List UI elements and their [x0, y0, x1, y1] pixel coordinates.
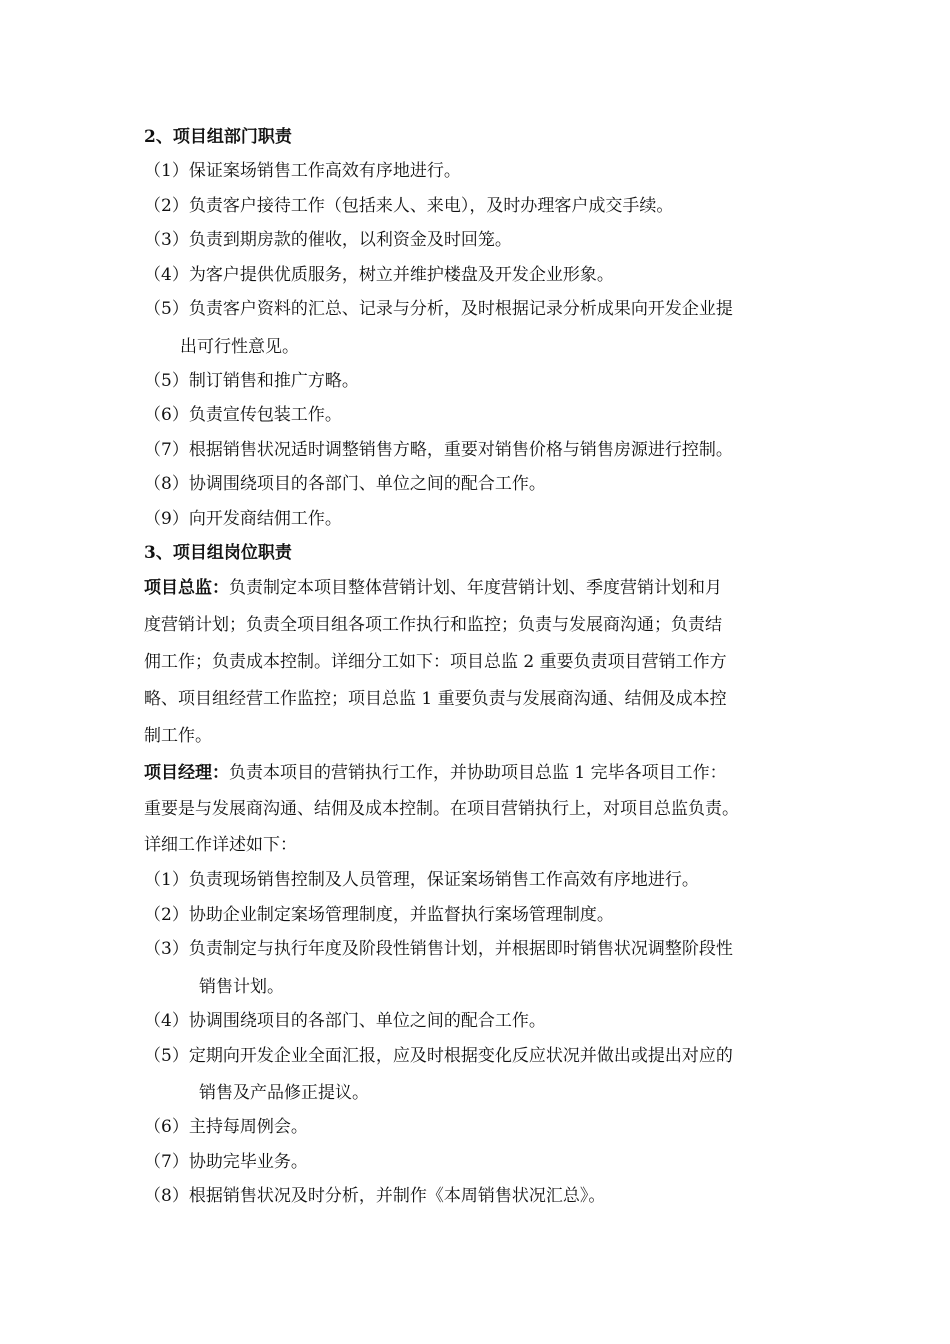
section-2-item: （7）根据销售状况适时调整销售方略，重要对销售价格与销售房源进行控制。	[144, 440, 733, 460]
section-2-item-continuation: 出可行性意见。	[180, 337, 299, 357]
director-paragraph-line: 佣工作；负责成本控制。详细分工如下：项目总监 2 重要负责项目营销工作方	[144, 652, 727, 672]
director-text: 负责制定本项目整体营销计划、年度营销计划、季度营销计划和月	[229, 578, 722, 598]
manager-label: 项目经理：	[144, 763, 229, 783]
section-2-item: （5）负责客户资料的汇总、记录与分析，及时根据记录分析成果向开发企业提	[144, 299, 733, 319]
manager-item: （4）协调围绕项目的各部门、单位之间的配合工作。	[144, 1011, 546, 1031]
section-2-item: （6）负责宣传包装工作。	[144, 405, 342, 425]
section-2-item: （2）负责客户接待工作（包括来人、来电），及时办理客户成交手续。	[144, 196, 674, 216]
manager-item: （6）主持每周例会。	[144, 1117, 308, 1137]
director-label: 项目总监：	[144, 578, 229, 598]
manager-item: （3）负责制定与执行年度及阶段性销售计划，并根据即时销售状况调整阶段性	[144, 939, 733, 959]
manager-item: （2）协助企业制定案场管理制度，并监督执行案场管理制度。	[144, 905, 614, 925]
section-3-heading: 3、项目组岗位职责	[144, 543, 292, 563]
manager-item: （7）协助完毕业务。	[144, 1152, 308, 1172]
section-2-item: （9）向开发商结佣工作。	[144, 509, 342, 529]
director-paragraph-line: 度营销计划；负责全项目组各项工作执行和监控；负责与发展商沟通；负责结	[144, 615, 722, 635]
section-2-heading: 2、项目组部门职责	[144, 127, 292, 147]
section-2-item: （8）协调围绕项目的各部门、单位之间的配合工作。	[144, 474, 546, 494]
manager-item: （8）根据销售状况及时分析，并制作《本周销售状况汇总》。	[144, 1186, 606, 1206]
manager-paragraph-line	[144, 762, 950, 784]
manager-text: 负责本项目的营销执行工作，并协助项目总监 1 完毕各项目工作：	[229, 763, 727, 783]
section-2-item: （1）保证案场销售工作高效有序地进行。	[144, 161, 461, 181]
manager-item-continuation: 销售计划。	[199, 977, 284, 997]
director-paragraph-line: 略、项目组经营工作监控；项目总监 1 重要负责与发展商沟通、结佣及成本控	[144, 689, 727, 709]
manager-item: （1）负责现场销售控制及人员管理，保证案场销售工作高效有序地进行。	[144, 870, 699, 890]
manager-item: （5）定期向开发企业全面汇报，应及时根据变化反应状况并做出或提出对应的	[144, 1046, 733, 1066]
section-2-item: （5）制订销售和推广方略。	[144, 371, 359, 391]
section-2-item: （3）负责到期房款的催收，以利资金及时回笼。	[144, 230, 512, 250]
manager-item-continuation: 销售及产品修正提议。	[199, 1083, 369, 1103]
director-paragraph-line: 制工作。	[144, 726, 212, 746]
director-paragraph-line	[144, 577, 950, 599]
section-2-item: （4）为客户提供优质服务，树立并维护楼盘及开发企业形象。	[144, 265, 614, 285]
manager-paragraph-line: 重要是与发展商沟通、结佣及成本控制。在项目营销执行上，对项目总监负责。	[144, 799, 739, 819]
manager-paragraph-line: 详细工作详述如下：	[144, 835, 297, 855]
